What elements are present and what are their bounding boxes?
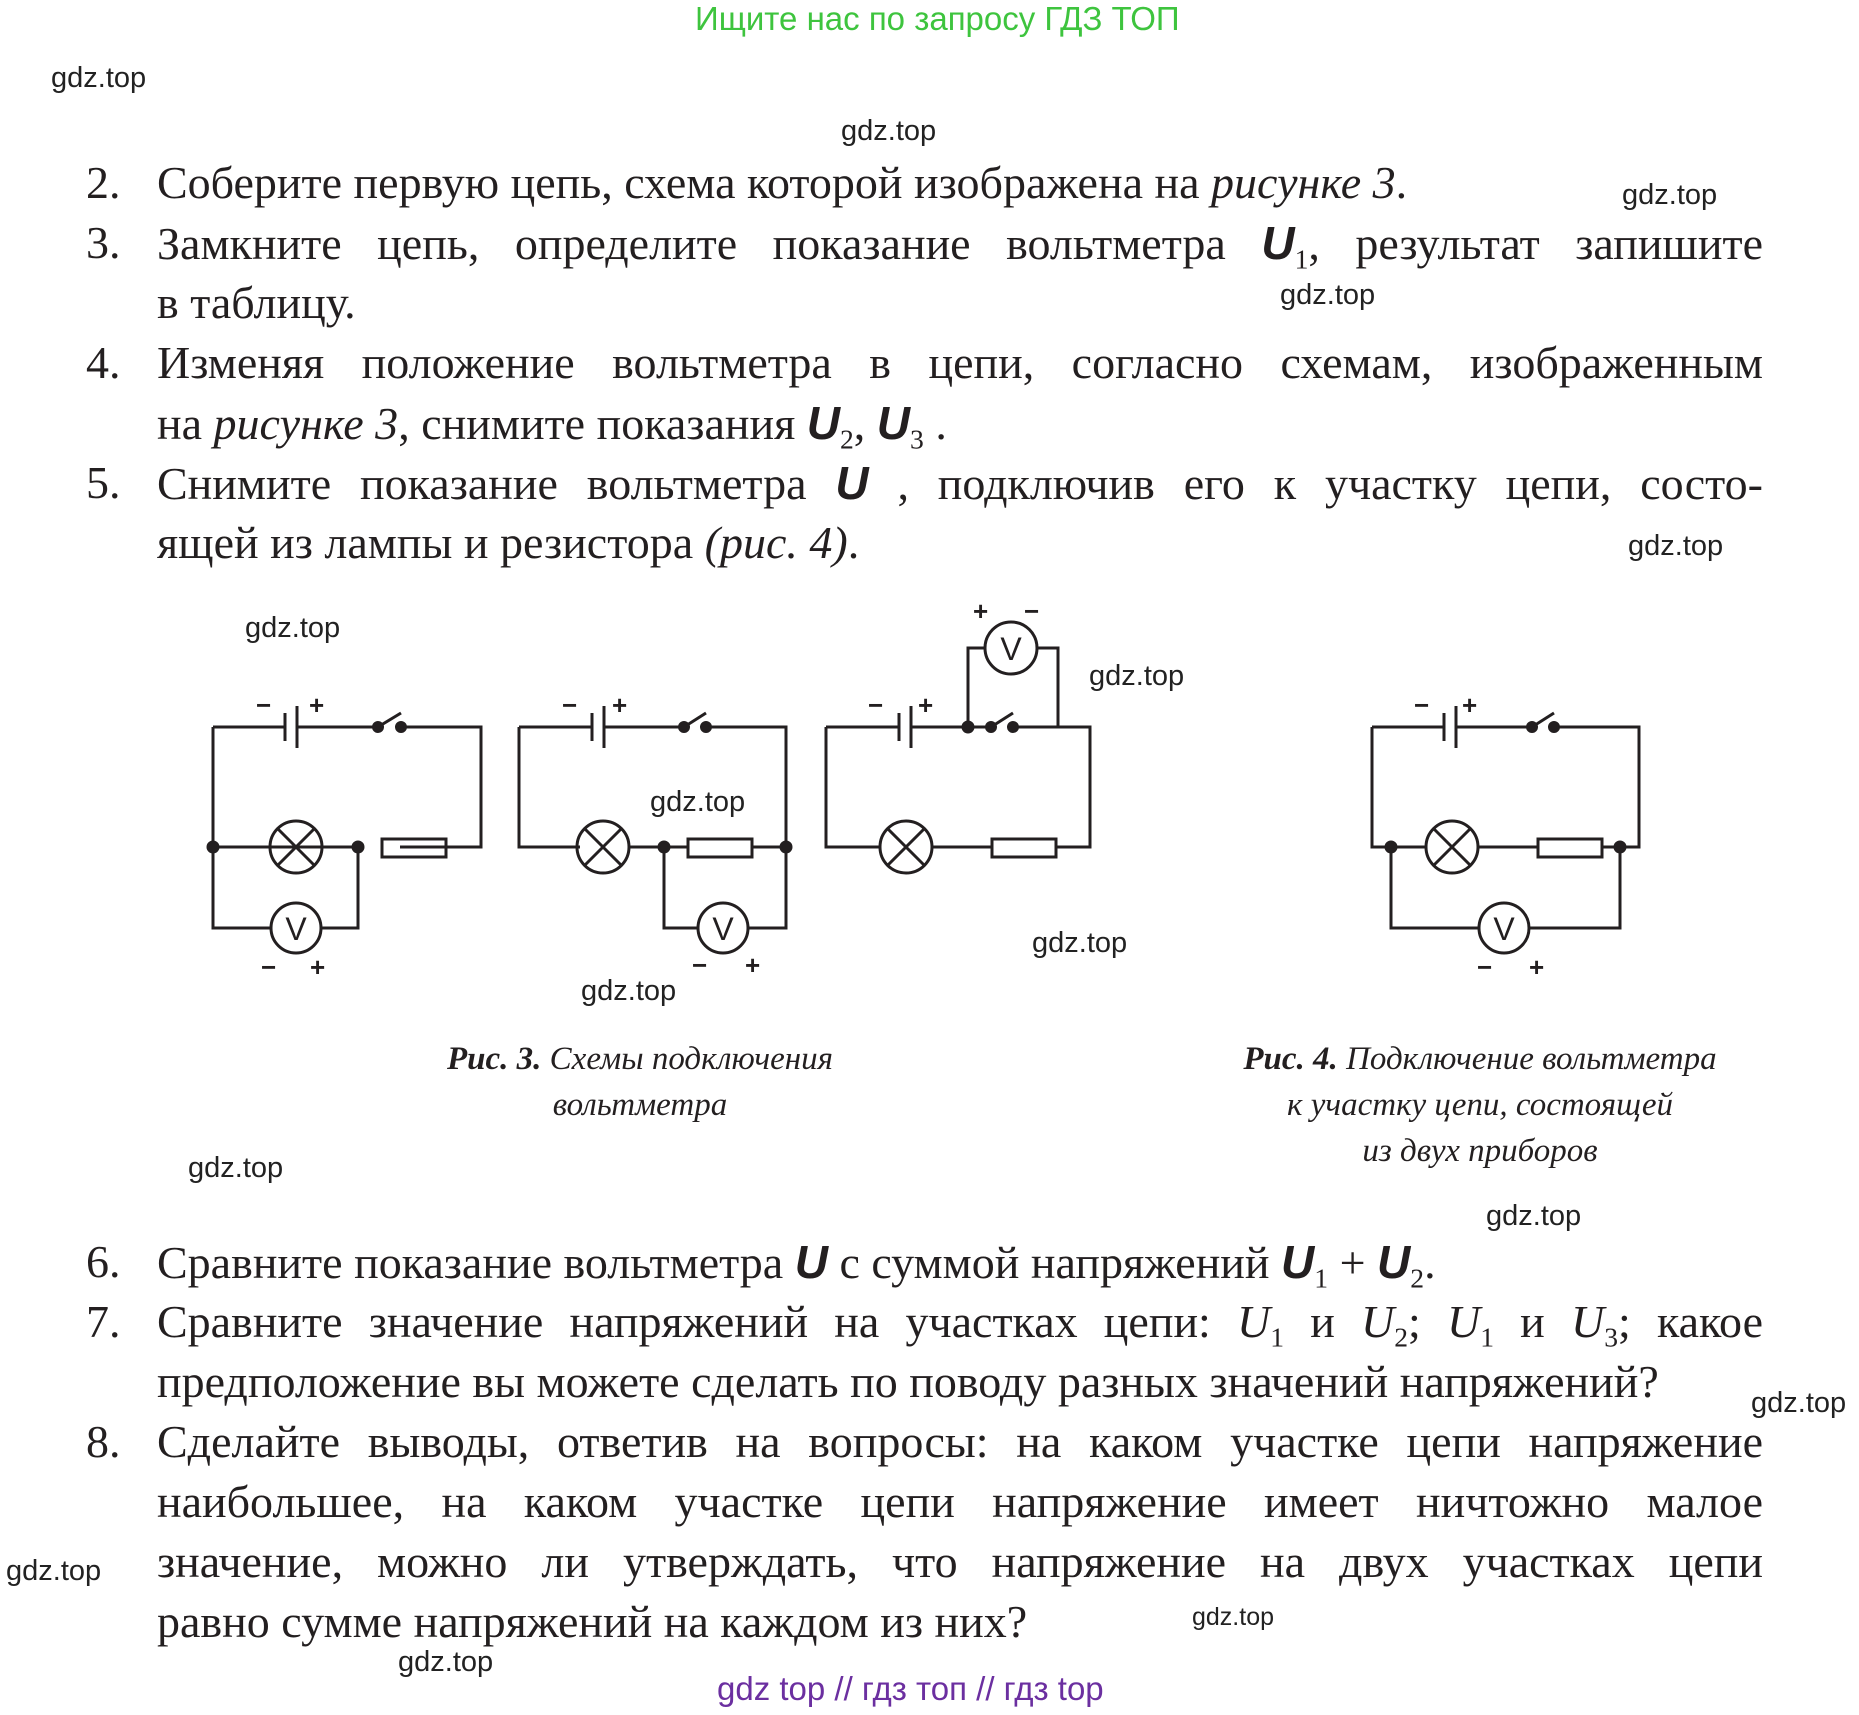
minus-sign: −	[256, 690, 272, 720]
plus-sign: +	[1529, 952, 1545, 982]
plus-sign: +	[973, 596, 989, 626]
watermark: gdz.top	[581, 975, 677, 1007]
watermark: gdz.top	[245, 612, 341, 644]
item-8-line-3: значение, можно ли утверждать, что напряжение на двух участках цепи	[157, 1536, 1763, 1587]
watermark: gdz.top	[1032, 927, 1128, 959]
minus-sign: −	[261, 952, 277, 982]
item-4-line-1: Изменяя положение вольтметра в цепи, согласно схемам, изображенным	[157, 337, 1763, 388]
banner-text: Ищите нас по запросу ГДЗ ТОП	[695, 0, 1180, 37]
plus-sign: +	[309, 690, 325, 720]
resistor-icon	[1538, 839, 1602, 857]
plus-sign: +	[310, 952, 326, 982]
minus-sign: −	[562, 690, 578, 720]
plus-sign: +	[612, 690, 628, 720]
plus-sign: +	[745, 950, 761, 980]
voltmeter-label: V	[1000, 631, 1022, 667]
item-8-line-2: наибольшее, на каком участке цепи напряжение имеет ничтожно малое	[157, 1476, 1763, 1527]
item-6-line-1: Сравните показание вольтметра U с суммой напряжений $U_1 + U_2$.	[157, 1236, 1436, 1294]
item-7-line-1: Сравните значение напряжений на участках цепи: $U_1$ и $U_2$; $U_1$ и $U_3$; какое	[157, 1296, 1764, 1353]
watermark: gdz.top	[650, 786, 746, 818]
watermark: gdz.top	[51, 62, 147, 94]
plus-sign: +	[918, 690, 934, 720]
figure-3-caption: Рис. 3. Схемы подключения вольтметра	[447, 1041, 833, 1123]
item-number: 7.	[86, 1296, 121, 1347]
item-3-line-2: в таблицу.	[157, 277, 356, 328]
resistor-icon	[688, 839, 752, 857]
circuit-3	[826, 622, 1090, 873]
minus-sign: −	[692, 950, 708, 980]
minus-sign: −	[1414, 690, 1430, 720]
item-7-line-2: предположение вы можете сделать по поводу разных значений напряжений?	[157, 1356, 1659, 1407]
voltmeter-label: V	[285, 911, 307, 947]
watermark: gdz.top	[398, 1646, 494, 1678]
circuit-1	[208, 706, 481, 953]
item-5-line-2: ящей из лампы и резистора (рис. 4).	[157, 517, 860, 568]
item-3-line-1: Замкните цепь, определите показание вольтметра $U_1$, результат запишите	[157, 217, 1763, 275]
item-number: 8.	[86, 1416, 121, 1467]
watermark: gdz.top	[188, 1152, 284, 1184]
voltmeter-label: V	[712, 911, 734, 947]
minus-sign: −	[868, 690, 884, 720]
voltmeter-label: V	[1493, 911, 1515, 947]
watermark: gdz.top	[1628, 530, 1724, 562]
plus-sign: +	[1462, 690, 1478, 720]
watermark: gdz.top	[841, 115, 937, 147]
watermark: gdz.top	[1486, 1200, 1582, 1232]
item-4-line-2: на рисунке 3, снимите показания $U_2$, $U_3$ .	[157, 397, 947, 455]
item-8-line-4: равно сумме напряжений на каждом из них?	[157, 1596, 1028, 1647]
resistor-icon	[992, 839, 1056, 857]
watermark: gdz.top	[1751, 1387, 1847, 1419]
item-5-line-1: Снимите показание вольтметра U , подключив его к участку цепи, состо-	[157, 457, 1764, 509]
watermark: gdz.top	[1622, 179, 1718, 211]
watermark: gdz.top	[1089, 660, 1185, 692]
circuit-2	[519, 706, 791, 953]
item-number: 4.	[86, 337, 121, 388]
item-2-line-1: Соберите первую цепь, схема которой изображена на рисунке 3.	[157, 157, 1408, 208]
watermark: gdz.top	[1280, 279, 1376, 311]
item-number: 2.	[86, 157, 121, 208]
item-number: 5.	[86, 457, 121, 508]
figure-4-caption: Рис. 4. Подключение вольтметра к участку цепи, состоящей из двух приборов	[1243, 1041, 1717, 1169]
item-8-line-1: Сделайте выводы, ответив на вопросы: на каком участке цепи напряжение	[157, 1416, 1763, 1467]
minus-sign: −	[1024, 596, 1040, 626]
footer-links: gdz top // гдз топ // гдз top	[717, 1670, 1104, 1707]
item-number: 3.	[86, 217, 121, 268]
item-number: 6.	[86, 1236, 121, 1287]
watermark: gdz.top	[6, 1555, 102, 1587]
minus-sign: −	[1477, 952, 1493, 982]
watermark: gdz.top	[1192, 1603, 1275, 1631]
